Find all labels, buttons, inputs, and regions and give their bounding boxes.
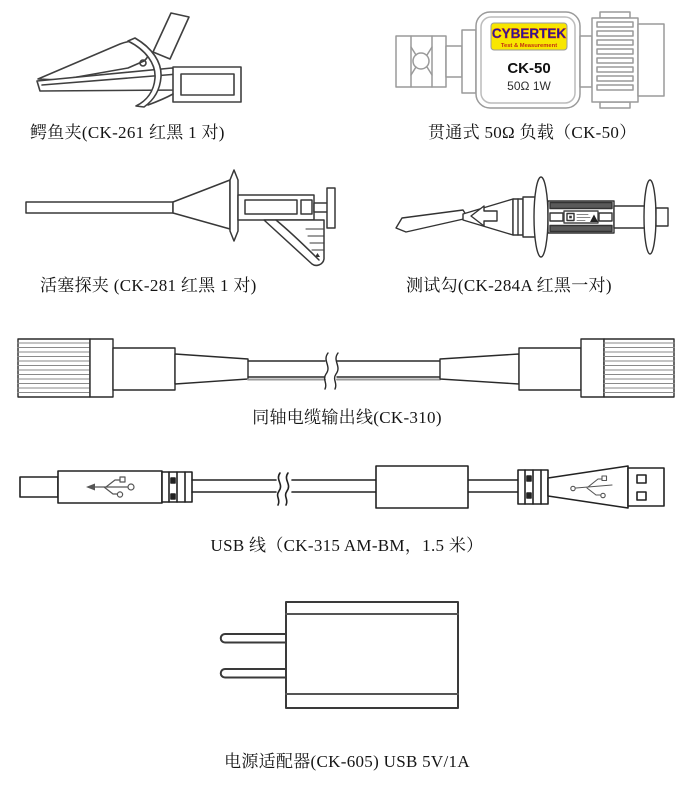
usb-break-icon — [278, 473, 289, 505]
adapter-body — [286, 602, 458, 708]
caption-alligator-clip: 鳄鱼夹(CK-261 红黑 1 对) — [30, 123, 225, 142]
load-spec-text: 50Ω 1W — [507, 79, 551, 93]
bnc-connector — [396, 36, 446, 87]
coax-break-icon — [325, 353, 338, 389]
usb-strain-a-notch2 — [527, 493, 531, 498]
usb-cable-line — [192, 480, 518, 492]
test-hook-figure — [393, 168, 671, 268]
usb-a-contact1 — [637, 475, 646, 483]
cybertek-brand: CYBERTEK — [491, 26, 567, 41]
hook-rail-bottom — [550, 226, 612, 232]
hook-rail-top — [550, 203, 612, 209]
plunger-probe-figure — [24, 167, 336, 269]
load-stem — [446, 46, 462, 77]
adapter-prong-top — [221, 634, 286, 643]
usb-strain-b-notch1 — [171, 478, 175, 483]
hook-flange-front — [534, 177, 548, 257]
probe-body — [173, 180, 230, 229]
cybertek-tagline: Test & Measurement — [500, 43, 558, 49]
caption-coax-cable: 同轴电缆输出线(CK-310) — [252, 408, 442, 427]
caption-usb-cable: USB 线（CK-315 AM-BM，1.5 米） — [210, 536, 484, 555]
clip-barrel — [173, 67, 241, 102]
clip-lever — [153, 13, 189, 59]
coax-cable-line — [248, 361, 440, 377]
load-collar-right — [580, 36, 592, 87]
probe-fin — [230, 170, 238, 241]
load-rib-step-bottom — [600, 102, 630, 108]
feedthrough-load-figure — [394, 7, 666, 113]
coax-body-left — [113, 348, 175, 390]
load-rib-step-top — [600, 12, 630, 18]
alligator-clip-figure — [32, 6, 244, 114]
coax-taper-left — [175, 354, 248, 384]
usb-strain-a-notch1 — [527, 476, 531, 481]
coax-cable-figure — [16, 337, 678, 401]
load-collar-left — [462, 30, 476, 93]
load-model-text: CK-50 — [507, 60, 551, 77]
caption-plunger-probe: 活塞探夹 (CK-281 红黑 1 对) — [40, 276, 257, 295]
caption-test-hook: 测试勾(CK-284A 红黑一对) — [406, 276, 612, 295]
usb-strain-b-notch2 — [171, 494, 175, 499]
hook-plunger-shaft — [614, 206, 646, 228]
probe-rod — [26, 202, 173, 213]
caption-feedthrough-load: 贯通式 50Ω 负载（CK-50） — [428, 123, 637, 142]
adapter-prong-bottom — [221, 669, 286, 678]
hook-blade — [396, 210, 468, 232]
probe-shaft — [314, 203, 328, 212]
hook-flange-rear — [644, 180, 656, 254]
probe-end-cap — [327, 188, 335, 228]
power-adapter-figure — [212, 598, 462, 712]
hook-end-piece — [656, 208, 668, 226]
coax-body-right — [519, 348, 581, 390]
probe-rear-body — [238, 195, 314, 220]
usb-cable-figure — [16, 458, 678, 536]
hook-side-block-right — [599, 213, 612, 221]
usb-ferrite-bead — [376, 466, 468, 508]
coax-taper-right — [440, 354, 519, 384]
hook-label-square-dot — [569, 216, 572, 219]
coax-collar-left — [90, 339, 113, 397]
coax-collar-right — [581, 339, 604, 397]
caption-power-adapter: 电源适配器(CK-605) USB 5V/1A — [224, 752, 470, 771]
hook-side-block-left — [550, 213, 563, 221]
usb-b-plug — [20, 477, 58, 497]
load-end-cap — [638, 24, 664, 96]
usb-a-contact2 — [637, 492, 646, 500]
